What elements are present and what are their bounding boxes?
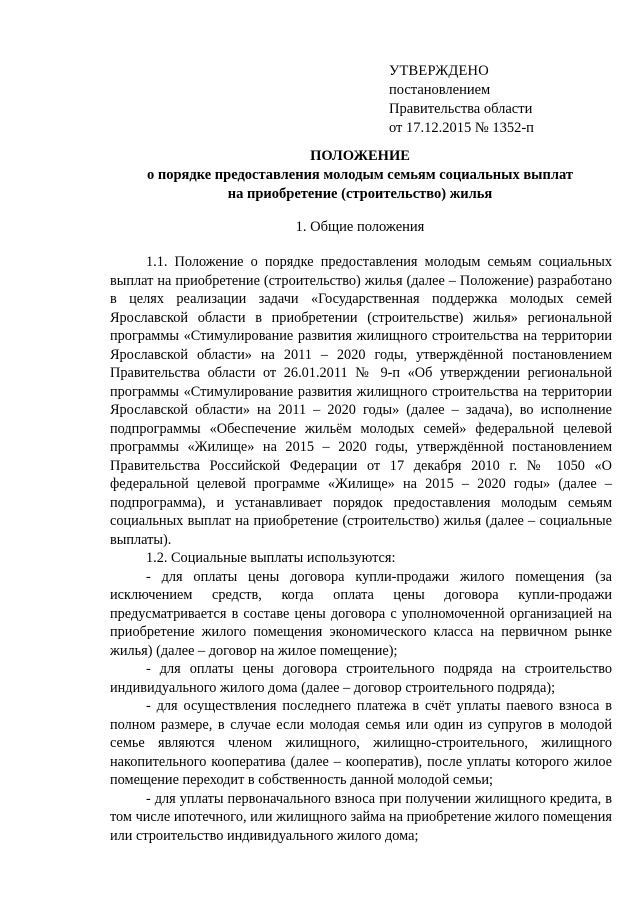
paragraph-1-1: 1.1. Положение о порядке предоставления молодым семьям социальных выплат на приобретение (строительство) жилья (далее – Положение) разработано в целях реализации задачи «Государственная поддержка молодых семей Ярославской области в приобретении (строительстве) жилья» региональной программы «Стимулирование развития жилищного строительства на территории Ярославской области» на 2011 – 2020 годы, утверждённой постановлением Правительства области от 26.01.2011 № 9-п «Об утверждении региональной программы «Стимулирование развития жилищного строительства на территории Ярославской области» на 2011 – 2020 годы» (далее – задача), во исполнение подпрограммы «Обеспечение жильём молодых семей» федеральной целевой программы «Жилище» на 2015 – 2020 годы, утверждённой постановлением Правительства Российской Федерации от 17 декабря 2010 г. № 1050 «О федеральной целевой программе «Жилище» на 2015 – 2020 годы» (далее – подпрограмма), и устанавливает порядок предоставления молодым семьям социальных выплат на приобретение (строительство) жилья (далее – социальные выплаты). — [110, 254, 612, 548]
paragraph-1-2: 1.2. Социальные выплаты используются: — [146, 550, 396, 566]
list-item-purchase-contract: - для оплаты цены договора купли-продажи жилого помещения (за исключением средств, когда оплата цены договора купли-продажи предусматривается в составе цены договора с уполномоченной организацией на приобретение жилого помещения экономического класса на первичном рынке жилья) (далее – договор на жилое помещение); — [110, 568, 612, 659]
approval-line-3: от 17.12.2015 № 1352-п — [389, 120, 534, 136]
document-title: ПОЛОЖЕНИЕ — [310, 148, 410, 164]
approval-stamp — [389, 62, 534, 138]
approval-line-2: Правительства области — [389, 101, 533, 117]
approval-line-1: постановлением — [389, 82, 491, 98]
approval-title: УТВЕРЖДЕНО — [389, 63, 489, 79]
list-item-cooperative-payment: - для осуществления последнего платежа в счёт уплаты паевого взноса в полном размере, в случае если молодая семья или один из супругов в молодой семье являются членом жилищного, жилищно-строительного, жилищного накопительного кооператива (далее – кооператив), после уплаты которого жилое помещение переходит в собственность данной молодой семьи; — [110, 698, 612, 788]
document-subtitle-line-1: о порядке предоставления молодым семьям социальных выплат — [147, 167, 573, 183]
section-title: 1. Общие положения — [295, 219, 425, 235]
list-item-construction-contract: - для оплаты цены договора строительного подряда на строительство индивидуального жилого дома (далее – договор строительного подряда); — [110, 661, 612, 696]
list-item-initial-payment: - для уплаты первоначального взноса при получении жилищного кредита, в том числе ипотечного, или жилищного займа на приобретение жилого помещения или строительство индивидуального жилого дома; — [110, 790, 612, 844]
document-heading — [110, 147, 610, 204]
document-body — [110, 253, 612, 845]
document-subtitle-line-2: на приобретение (строительство) жилья — [227, 186, 493, 202]
